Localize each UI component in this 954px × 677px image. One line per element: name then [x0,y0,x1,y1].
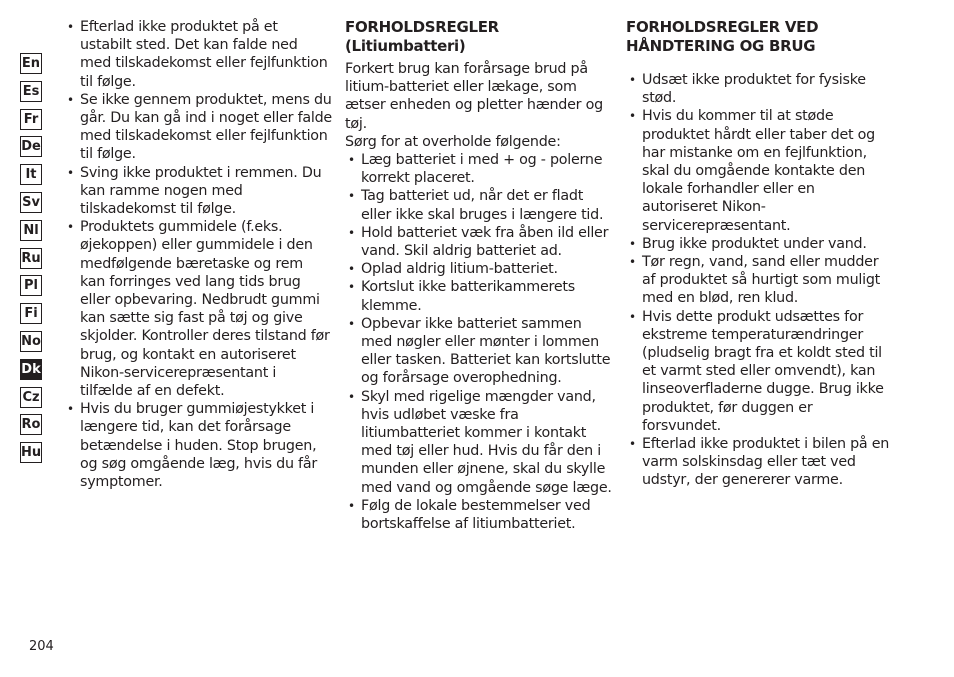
language-tab-nl[interactable]: Nl [20,220,42,241]
language-tab-de[interactable]: De [20,136,42,157]
page-number: 204 [29,639,54,654]
precaution-list [626,71,894,490]
language-tab-fi[interactable]: Fi [20,303,42,324]
precaution-list [345,151,613,533]
list-item: • Hvis dette produkt udsættes for ekstreme temperaturændringer (pludselig bragt fra et koldt sted til et varmt sted eller omvendt), kan linseoverfladerne dugge. Brug ikke produktet, før duggen er forsvundet. [626,308,894,435]
section-heading: FORHOLDSREGLER (Litiumbatteri) [345,18,499,55]
language-tab-pl[interactable]: Pl [20,275,42,296]
list-item: • Produktets gummidele (f.eks. øjekoppen) eller gummidele i den medfølgende bæretaske og rem kan forringes ved lang tids brug eller opbevaring. Nedbrudt gummi kan sætte sig fast på tøj og give skjolder. Kontroller deres tilstand før brug, og kontakt en autoriseret Nikon-servicerepræsentant i tilfælde af en defekt. [64,218,332,400]
precaution-list [64,18,332,491]
language-tab-cz[interactable]: Cz [20,387,42,408]
language-tab-es[interactable]: Es [20,81,42,102]
language-tab-sv[interactable]: Sv [20,192,42,213]
language-tab-ru[interactable]: Ru [20,248,42,269]
list-item: • Sving ikke produktet i remmen. Du kan ramme nogen med tilskadekomst til følge. [64,164,332,219]
lead-paragraph: Sørg for at overholde følgende: [345,133,561,150]
list-item: • Tør regn, vand, sand eller mudder af produktet så hurtigt som muligt med en blød, ren klud. [626,253,894,308]
list-item: • Efterlad ikke produktet på et ustabilt sted. Det kan falde ned med tilskadekomst eller fejlfunktion til følge. [64,18,332,91]
column-general-precautions [64,18,332,491]
language-tab-hu[interactable]: Hu [20,442,42,463]
list-item: • Skyl med rigelige mængder vand, hvis udløbet væske fra litiumbatteriet kommer i kontakt med tøj eller hud. Hvis du får den i munden eller øjnene, skal du skylle med vand og omgående søge læge. [345,388,613,497]
list-item: • Brug ikke produktet under vand. [626,235,894,253]
language-tab-ro[interactable]: Ro [20,414,42,435]
language-tab-en[interactable]: En [20,53,42,74]
list-item: • Efterlad ikke produktet i bilen på en varm solskinsdag eller tæt ved udstyr, der genererer varme. [626,435,894,490]
section-heading: FORHOLDSREGLER VED HÅNDTERING OG BRUG [626,18,819,55]
list-item: • Se ikke gennem produktet, mens du går. Du kan gå ind i noget eller falde med tilskadekomst eller fejlfunktion til følge. [64,91,332,164]
list-item: • Hvis du kommer til at støde produktet hårdt eller taber det og har mistanke om en fejlfunktion, skal du omgående kontakte den lokale forhandler eller en autoriseret Nikon-servicerepræsentant. [626,107,894,234]
language-tab-it[interactable]: It [20,164,42,185]
column-battery-precautions [345,18,613,533]
language-tab-fr[interactable]: Fr [20,109,42,130]
list-item: • Kortslut ikke batterikammerets klemme. [345,278,613,314]
list-item: • Tag batteriet ud, når det er fladt eller ikke skal bruges i længere tid. [345,187,613,223]
list-item: • Følg de lokale bestemmelser ved bortskaffelse af litiumbatteriet. [345,497,613,533]
list-item: • Opbevar ikke batteriet sammen med nøgler eller mønter i lommen eller tasken. Batteriet kan kortslutte og forårsage overophedning. [345,315,613,388]
column-handling-precautions [626,18,894,490]
language-tab-no[interactable]: No [20,331,42,352]
list-item: • Hold batteriet væk fra åben ild eller vand. Skil aldrig batteriet ad. [345,224,613,260]
language-tab-dk-active[interactable]: Dk [20,359,42,380]
list-item: • Læg batteriet i med + og - polerne korrekt placeret. [345,151,613,187]
list-item: • Udsæt ikke produktet for fysiske stød. [626,71,894,107]
intro-paragraph: Forkert brug kan forårsage brud på litium-batteriet eller lækage, som ætser enheden og pletter hænder og tøj. [345,61,603,132]
language-tabs [20,53,44,470]
list-item: • Hvis du bruger gummiøjestykket i længere tid, kan det forårsage betændelse i huden. Stop brugen, og søg omgående læg, hvis du får symptomer. [64,400,332,491]
list-item: • Oplad aldrig litium-batteriet. [345,260,613,278]
